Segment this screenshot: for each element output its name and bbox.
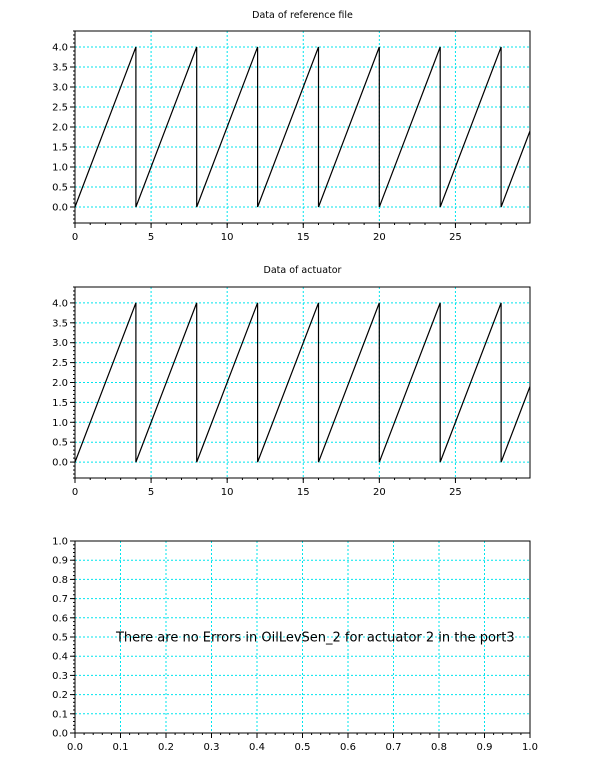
y-tick-label: 3.0 [52, 82, 68, 94]
x-tick-label: 0.6 [340, 742, 356, 753]
y-tick-label: 1.5 [52, 397, 68, 409]
x-tick-label: 25 [449, 487, 462, 498]
y-tick-label: 0.2 [52, 690, 68, 702]
x-tick-label: 0.1 [112, 742, 129, 753]
x-tick-label: 10 [220, 232, 234, 243]
y-tick-label: 1.5 [52, 142, 68, 154]
chart-3 [52, 537, 538, 754]
y-tick-label: 1.0 [52, 536, 68, 548]
y-tick-label: 0.1 [52, 709, 68, 721]
chart-title: Data of actuator [263, 265, 342, 276]
x-tick-label: 0.8 [431, 742, 447, 753]
x-tick-label: 25 [449, 232, 462, 243]
y-tick-label: 4.0 [52, 298, 68, 310]
x-tick-label: 0.3 [203, 742, 220, 753]
x-tick-label: 10 [220, 487, 234, 498]
y-tick-label: 0.5 [52, 632, 68, 644]
y-tick-label: 0.5 [52, 182, 68, 194]
x-tick-label: 0.0 [67, 742, 83, 753]
chart-2 [52, 265, 530, 498]
x-tick-label: 0 [71, 487, 79, 498]
x-tick-label: 1.0 [522, 742, 538, 753]
y-tick-label: 4.0 [52, 42, 68, 54]
y-tick-label: 0.6 [52, 613, 68, 625]
x-tick-label: 5 [147, 232, 155, 243]
x-tick-label: 0.7 [385, 742, 402, 753]
y-tick-label: 0.3 [52, 670, 68, 682]
x-tick-label: 20 [372, 232, 386, 243]
chart-1 [52, 10, 530, 243]
y-tick-label: 0.0 [52, 728, 68, 740]
x-tick-label: 0 [71, 232, 79, 243]
y-tick-label: 2.0 [52, 378, 68, 389]
y-tick-label: 0.0 [52, 457, 68, 469]
y-tick-label: 0.4 [52, 651, 68, 663]
x-tick-label: 0.5 [294, 742, 311, 753]
x-tick-label: 0.2 [158, 742, 174, 753]
y-tick-label: 0.0 [52, 202, 68, 214]
x-tick-label: 20 [372, 487, 386, 498]
y-tick-label: 2.5 [52, 358, 68, 370]
y-tick-label: 2.0 [52, 122, 68, 134]
y-tick-label: 3.0 [52, 338, 68, 350]
y-tick-label: 0.7 [52, 594, 68, 606]
x-tick-label: 15 [296, 232, 310, 243]
y-tick-label: 3.5 [52, 62, 68, 74]
y-tick-label: 0.8 [52, 574, 68, 586]
y-tick-label: 0.9 [52, 555, 68, 567]
x-tick-label: 5 [147, 487, 155, 498]
y-tick-label: 2.5 [52, 102, 68, 114]
x-tick-label: 0.9 [476, 742, 493, 753]
x-tick-label: 15 [296, 487, 310, 498]
annotation-text: There are no Errors in OilLevSen_2 for actuator 2 in the port3 [115, 630, 515, 646]
y-tick-label: 0.5 [52, 437, 68, 449]
x-tick-label: 0.4 [249, 742, 265, 753]
chart-title: Data of reference file [252, 10, 353, 21]
y-tick-label: 3.5 [52, 318, 68, 330]
y-tick-label: 1.0 [52, 162, 68, 174]
y-tick-label: 1.0 [52, 417, 68, 429]
